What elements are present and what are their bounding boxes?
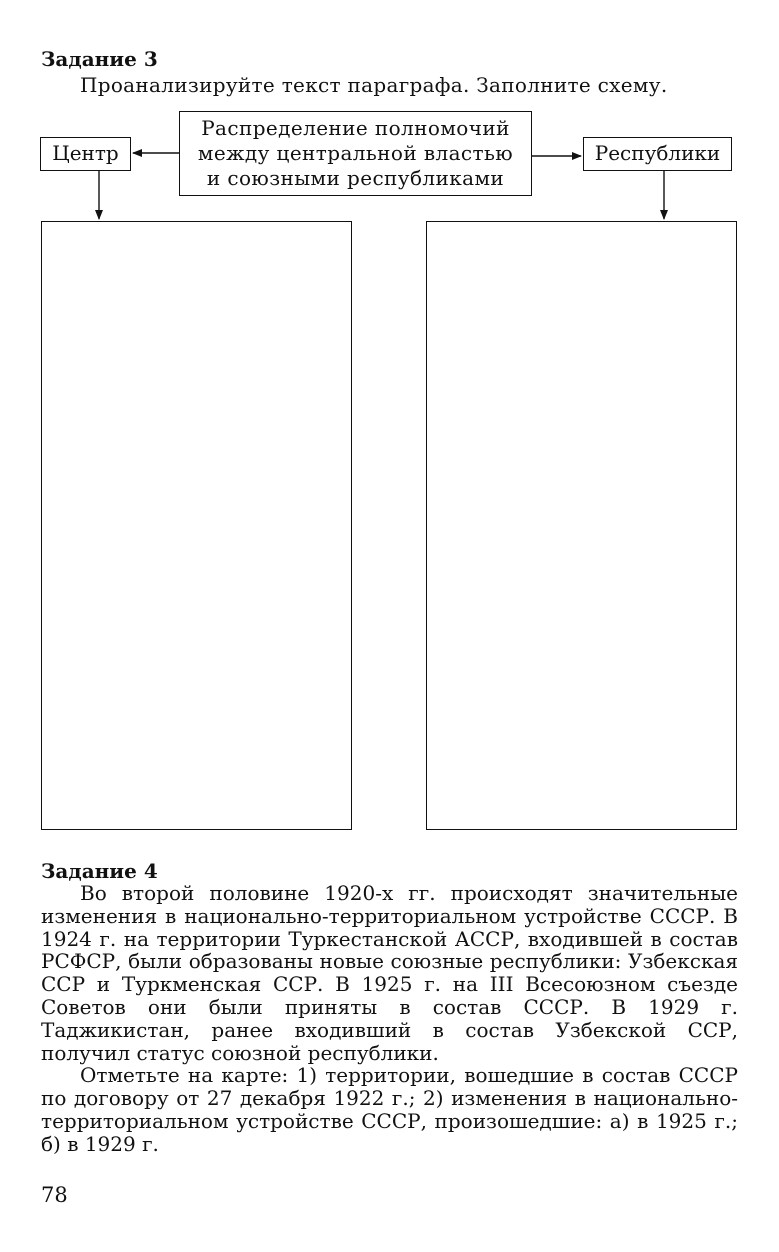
center-answer-box[interactable] (41, 221, 352, 830)
page-number: 78 (41, 1183, 68, 1207)
scheme-main-line-3: и союзными республиками (206, 166, 505, 190)
task-3-title: Задание 3 (41, 47, 158, 71)
center-box: Центр (40, 137, 131, 171)
republics-box: Республики (583, 137, 732, 171)
scheme-main-box (179, 111, 532, 196)
task-3-instruction: Проанализируйте текст параграфа. Заполните схему. (80, 73, 668, 97)
scheme-main-line-1: Распределение полномочий (201, 116, 510, 140)
task-4-paragraph-2: Отметьте на карте: 1) территории, вошедшие в состав СССР по договору от 27 декабря 1922 г.; 2) изменения в национально-территориальном устройстве СССР, произошедшие: а) в 1925 г.; б) в 1929 г. (41, 1063, 738, 1156)
task-4-text (41, 882, 738, 1156)
task-4-title: Задание 4 (41, 859, 158, 883)
republics-answer-box[interactable] (426, 221, 737, 830)
scheme-main-line-2: между центральной властью (197, 141, 514, 165)
task-4-paragraph-1: Во второй половине 1920-х гг. происходят значительные изменения в национально-территориальном устройстве СССР. В 1924 г. на территории Туркестанской АССР, входившей в состав РСФСР, были образованы новые союзные республики: Узбекская ССР и Туркменская ССР. В 1925 г. на III Всесоюзном съезде Советов они были приняты в состав СССР. В 1929 г. Таджикистан, ранее входивший в состав Узбекской ССР, получил статус союзной республики. (41, 881, 738, 1065)
